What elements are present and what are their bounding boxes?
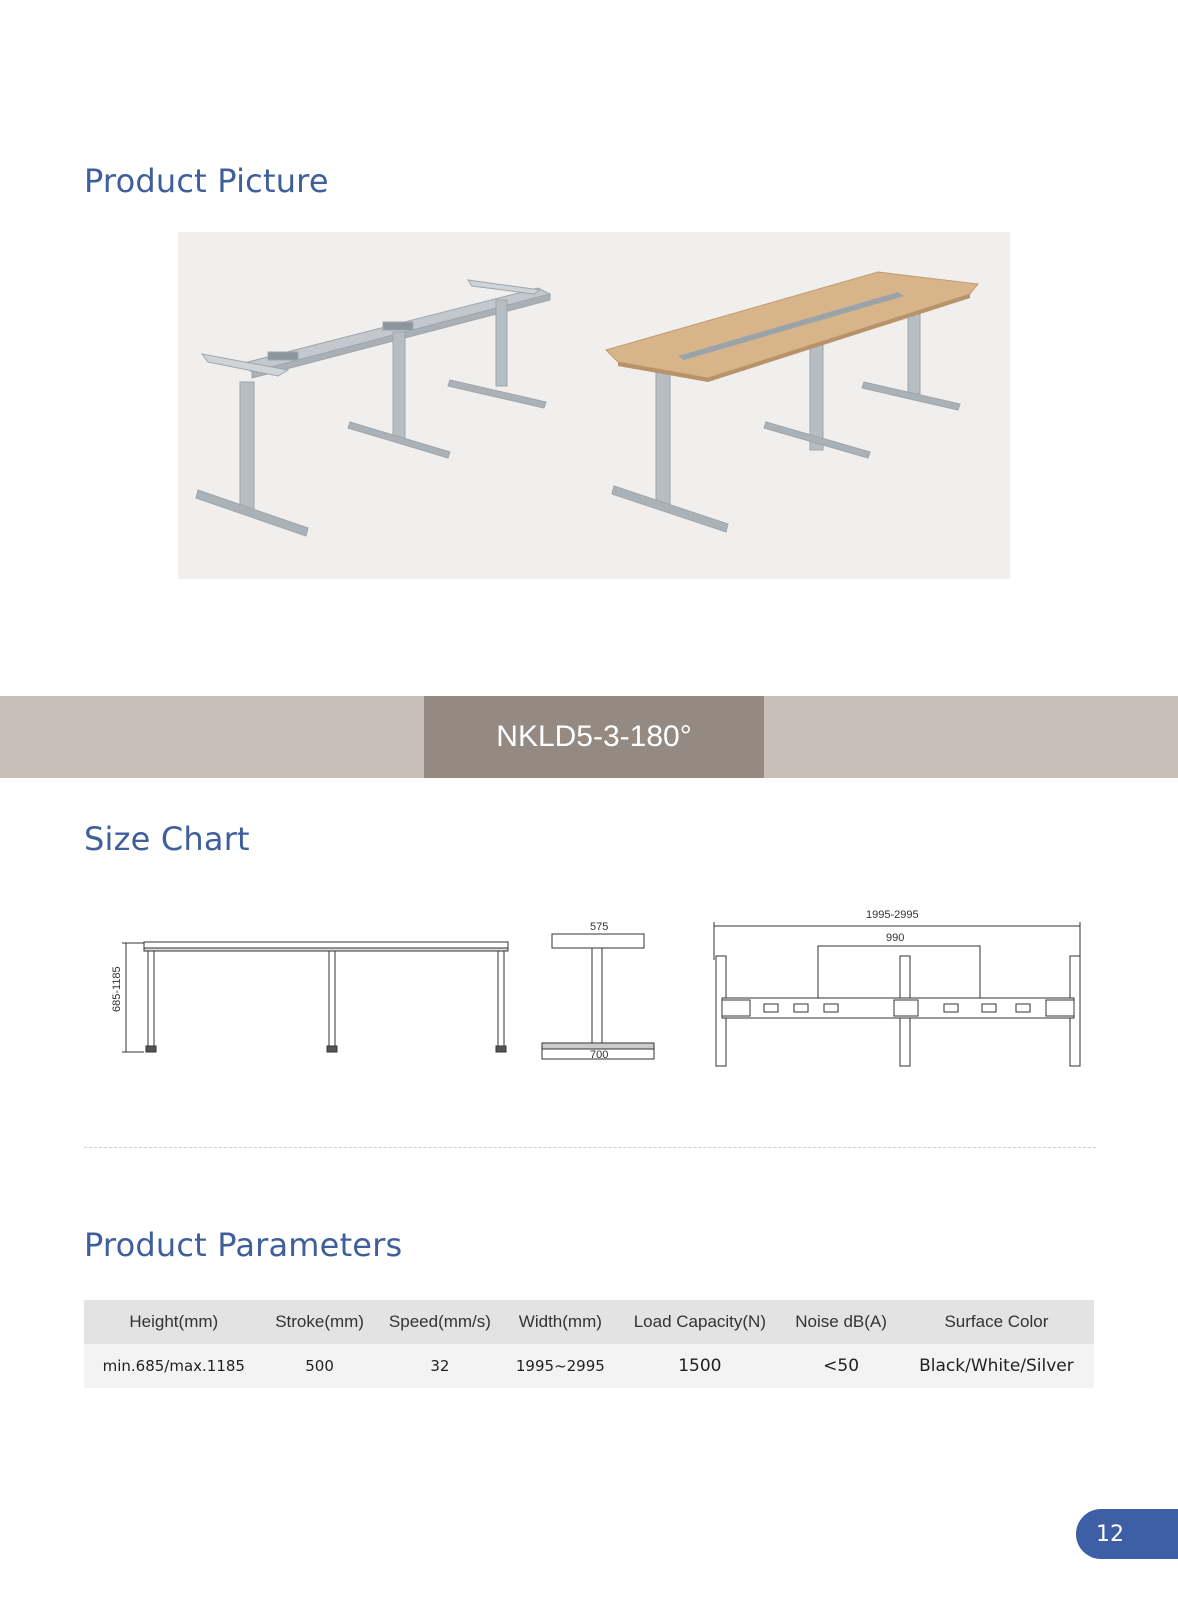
value-surface-color: Black/White/Silver [899, 1344, 1094, 1388]
value-width: 1995~2995 [504, 1344, 616, 1388]
side-view-drawing [111, 942, 508, 1052]
value-noise: <50 [783, 1344, 899, 1388]
value-speed: 32 [376, 1344, 505, 1388]
total-width-label: 1995-2995 [866, 909, 919, 921]
page-number: 12 [1096, 1521, 1124, 1547]
product-photo [178, 232, 1010, 579]
model-banner [0, 696, 1178, 778]
header-noise: Noise dB(A) [783, 1300, 899, 1344]
top-view-drawing [714, 909, 1080, 1066]
header-height: Height(mm) [84, 1300, 264, 1344]
table-header-row [84, 1300, 1094, 1344]
section-divider [84, 1147, 1096, 1148]
product-picture-title: Product Picture [84, 162, 329, 200]
frame-with-top-image [606, 272, 978, 532]
header-surface-color: Surface Color [899, 1300, 1094, 1344]
model-name: NKLD5-3-180° [496, 720, 692, 753]
value-height: min.685/max.1185 [84, 1344, 264, 1388]
value-load-capacity: 1500 [616, 1344, 783, 1388]
height-dimension-label: 685-1185 [111, 966, 123, 1012]
table-row [84, 1344, 1094, 1388]
header-width: Width(mm) [504, 1300, 616, 1344]
size-chart-title: Size Chart [84, 820, 250, 858]
bare-frame-image [196, 280, 550, 536]
parameters-table [84, 1300, 1094, 1388]
front-view-drawing [542, 921, 654, 1061]
header-stroke: Stroke(mm) [264, 1300, 376, 1344]
page-number-badge [1076, 1509, 1178, 1559]
model-name-box [424, 696, 764, 778]
header-speed: Speed(mm/s) [376, 1300, 505, 1344]
value-stroke: 500 [264, 1344, 376, 1388]
center-width-label: 990 [886, 932, 905, 944]
depth-top-label: 575 [590, 921, 609, 933]
size-chart-drawings [104, 900, 1104, 1080]
depth-foot-label: 700 [590, 1049, 609, 1061]
header-load-capacity: Load Capacity(N) [616, 1300, 783, 1344]
product-parameters-title: Product Parameters [84, 1226, 403, 1264]
